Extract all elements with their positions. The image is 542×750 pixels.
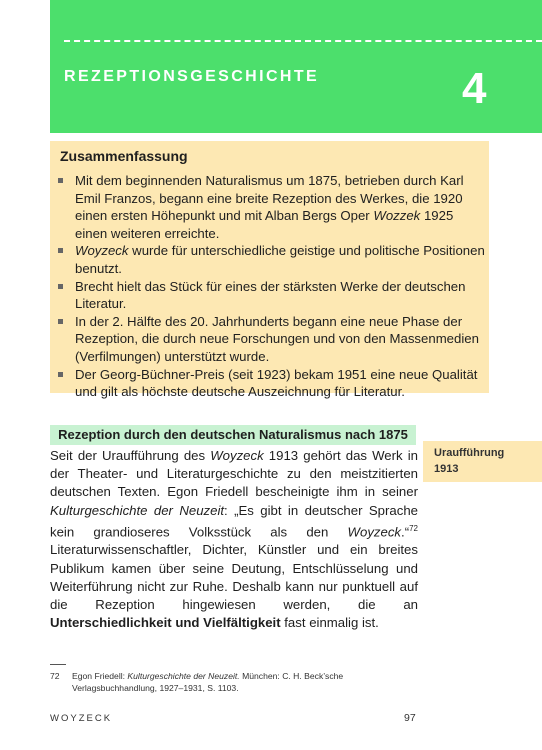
summary-heading: Zusammenfassung bbox=[60, 148, 188, 164]
margin-note bbox=[423, 441, 542, 482]
summary-item: Mit dem beginnenden Naturalismus um 1875, betrieben durch Karl Emil Franzos, begann eine breite Rezeption des Werkes, die 1920 einen ersten Höhepunkt und mit Alban Bergs Oper Wozzek 1925 einen weiteren erreichte. bbox=[55, 172, 485, 242]
footnote-divider bbox=[50, 664, 66, 665]
summary-item: Der Georg-Büchner-Preis (seit 1923) bekam 1951 eine neue Qualität und gilt als höchste deutsche Auszeichnung für Literatur. bbox=[55, 366, 485, 401]
footnote-number: 72 bbox=[50, 671, 60, 681]
summary-item: Brecht hielt das Stück für eines der stärksten Werke der deutschen Literatur. bbox=[55, 278, 485, 313]
chapter-title: REZEPTIONSGESCHICHTE bbox=[64, 68, 320, 85]
square-bullet-icon bbox=[58, 178, 63, 183]
margin-note-line: 1913 bbox=[434, 463, 459, 475]
summary-item: Woyzeck wurde für unterschiedliche geistige und politische Positionen benutzt. bbox=[55, 242, 485, 277]
section-title: Rezeption durch den deutschen Naturalismus nach 1875 bbox=[58, 427, 408, 442]
square-bullet-icon bbox=[58, 372, 63, 377]
summary-list bbox=[55, 172, 485, 401]
summary-item: In der 2. Hälfte des 20. Jahrhunderts begann eine neue Phase der Rezeption, die durch neue Forschungen und von den Massenmedien (Verfilmungen) unterstützt wurde. bbox=[55, 313, 485, 366]
running-footer-title: WOYZECK bbox=[50, 713, 113, 724]
square-bullet-icon bbox=[58, 284, 63, 289]
body-paragraph: Seit der Uraufführung des Woyzeck 1913 gehört das Werk in der Theater- und Literaturgeschichte zu den meistzitierten deutschen Texten. Egon Friedell bescheinigte ihm in seiner Kulturgeschichte der Neuzeit: „Es gibt in deutscher Sprache kein grandioseres Volksstück als den Woyzeck.“$^{72}$ Literaturwissenschaftler, Dichter, Künstler und ein breites Publikum kamen über seine Deutung, Entschlüsselung und Weiterführung nicht zur Ruhe. Deshalb kann nur punktuell auf die Rezeption hingewiesen werden, die an Unterschiedlichkeit und Vielfältigkeit fast einmalig ist. bbox=[50, 448, 418, 631]
square-bullet-icon bbox=[58, 319, 63, 324]
square-bullet-icon bbox=[58, 248, 63, 253]
header-dashed-rule bbox=[64, 40, 542, 42]
footnote-reference[interactable]: 72 bbox=[409, 523, 418, 533]
section-heading-bar bbox=[50, 425, 416, 445]
footnote-text: Egon Friedell: Kulturgeschichte der Neuzeit. München: C. H. Beck’sche Verlagsbuchhandlung, 1927–1931, S. 1103. bbox=[72, 671, 344, 693]
chapter-number: 4 bbox=[462, 64, 487, 113]
margin-note-line: Uraufführung bbox=[434, 447, 505, 459]
page-number: 97 bbox=[404, 712, 416, 724]
